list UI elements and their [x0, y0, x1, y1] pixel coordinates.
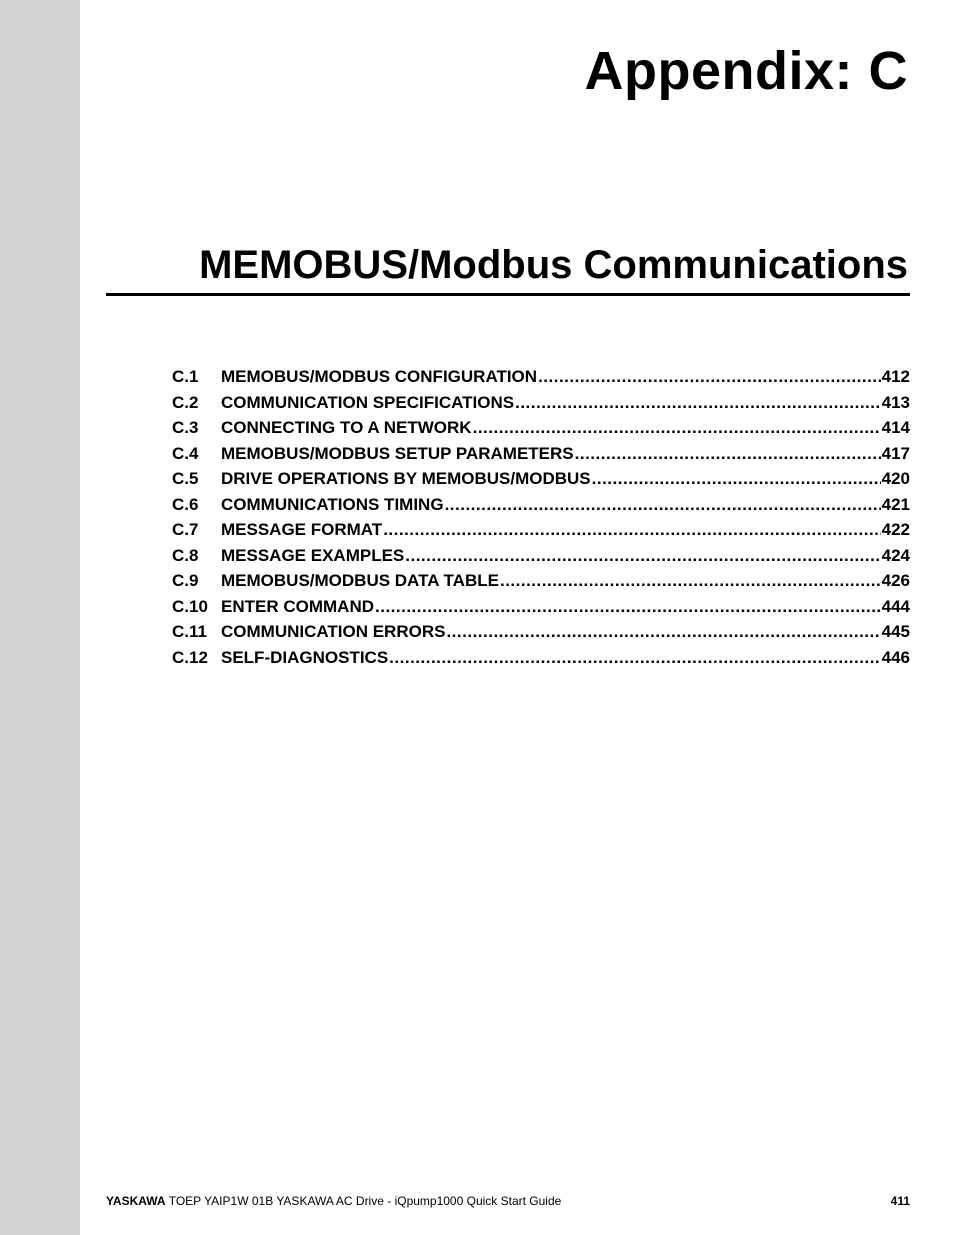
- title-rule: [106, 293, 910, 296]
- toc-page: 420: [881, 469, 910, 488]
- toc-title: COMMUNICATION SPECIFICATIONS: [221, 392, 515, 412]
- toc-page: 444: [881, 596, 910, 616]
- toc-row[interactable]: [172, 594, 910, 620]
- toc-title: MEMOBUS/MODBUS DATA TABLE: [221, 571, 499, 590]
- toc-number: C.5: [172, 469, 199, 488]
- footer-page-number: 411: [890, 1194, 910, 1208]
- toc-leader: [473, 415, 881, 441]
- toc-number: C.9: [172, 571, 199, 590]
- toc-title: ENTER COMMAND: [221, 596, 374, 616]
- toc-title: SELF-DIAGNOSTICS: [221, 647, 389, 667]
- toc-title: CONNECTING TO A NETWORK: [221, 418, 472, 437]
- toc-leader: [446, 619, 880, 645]
- toc-row[interactable]: [172, 390, 910, 416]
- toc-title: MESSAGE FORMAT: [221, 520, 383, 539]
- toc-leader: [500, 568, 881, 594]
- toc-number: C.12: [172, 647, 208, 667]
- toc-page: 426: [881, 571, 910, 590]
- toc-row[interactable]: [172, 568, 910, 594]
- toc-title: COMMUNICATIONS TIMING: [221, 494, 444, 514]
- toc-row[interactable]: [172, 619, 910, 645]
- toc-page: 413: [881, 392, 910, 412]
- footer-document: [106, 1193, 561, 1209]
- toc-number: C.10: [172, 596, 208, 616]
- toc-page: 424: [881, 545, 910, 565]
- table-of-contents: [172, 364, 910, 670]
- chapter-title: MEMOBUS/Modbus Communications: [199, 243, 908, 287]
- toc-leader: [538, 364, 881, 390]
- toc-number: C.11: [172, 622, 207, 641]
- footer-brand: YASKAWA: [106, 1194, 166, 1208]
- toc-number: C.7: [172, 520, 199, 539]
- toc-page: 412: [881, 367, 910, 386]
- toc-number: C.8: [172, 545, 199, 565]
- toc-leader: [375, 594, 881, 620]
- toc-row[interactable]: [172, 466, 910, 492]
- toc-row[interactable]: [172, 517, 910, 543]
- toc-title: MEMOBUS/MODBUS SETUP PARAMETERS: [221, 443, 574, 463]
- page-footer: [106, 1193, 910, 1209]
- toc-page: 417: [881, 443, 910, 463]
- toc-leader: [515, 390, 881, 416]
- toc-leader: [383, 517, 880, 543]
- toc-row[interactable]: [172, 415, 910, 441]
- toc-row[interactable]: [172, 492, 910, 518]
- footer-doc-title: TOEP YAIP1W 01B YASKAWA AC Drive - iQpump1000 Quick Start Guide: [168, 1194, 562, 1208]
- toc-title: DRIVE OPERATIONS BY MEMOBUS/MODBUS: [221, 469, 591, 488]
- toc-leader: [592, 466, 881, 492]
- toc-number: C.2: [172, 392, 199, 412]
- toc-leader: [389, 645, 880, 671]
- toc-leader: [445, 492, 881, 518]
- toc-number: C.1: [172, 367, 199, 386]
- toc-number: C.4: [172, 443, 199, 463]
- toc-row[interactable]: [172, 645, 910, 671]
- toc-row[interactable]: [172, 364, 910, 390]
- toc-leader: [575, 441, 881, 467]
- toc-page: 446: [881, 647, 910, 667]
- toc-title: MESSAGE EXAMPLES: [221, 545, 405, 565]
- toc-title: MEMOBUS/MODBUS CONFIGURATION: [221, 367, 538, 386]
- side-band: [0, 0, 80, 1235]
- toc-page: 414: [881, 418, 910, 437]
- toc-row[interactable]: [172, 441, 910, 467]
- toc-page: 421: [881, 494, 910, 514]
- toc-page: 445: [881, 622, 910, 641]
- toc-row[interactable]: [172, 543, 910, 569]
- toc-number: C.6: [172, 494, 199, 514]
- appendix-title: Appendix: C: [584, 41, 908, 101]
- toc-page: 422: [881, 520, 910, 539]
- toc-number: C.3: [172, 418, 199, 437]
- toc-leader: [405, 543, 880, 569]
- toc-title: COMMUNICATION ERRORS: [221, 622, 446, 641]
